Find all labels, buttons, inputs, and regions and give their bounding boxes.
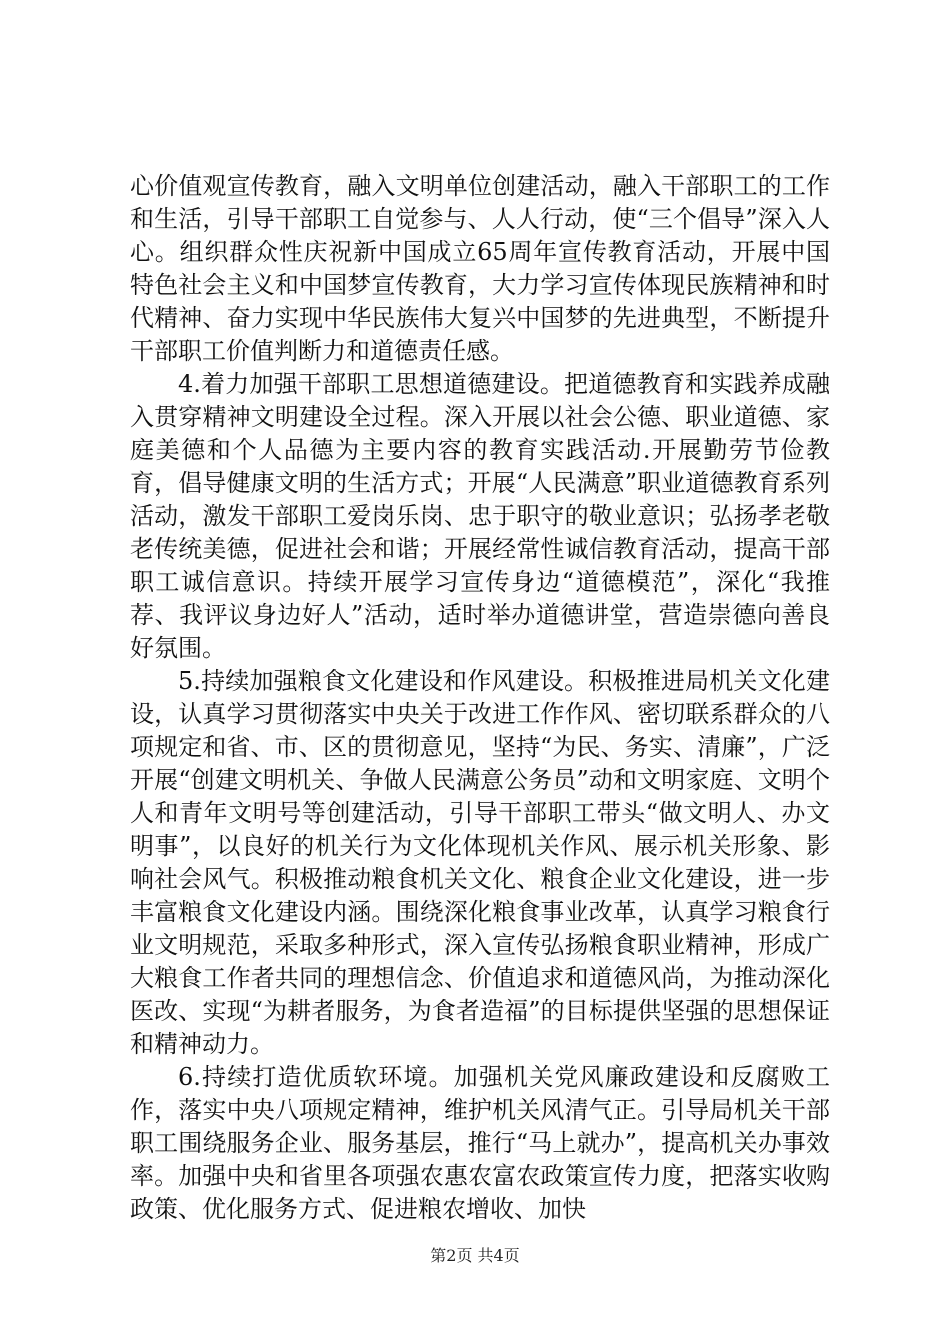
page-footer [0,1246,950,1266]
paragraph-item-6: 6.持续打造优质软环境。加强机关党风廉政建设和反腐败工作，落实中央八项规定精神，维护机关风清气正。引导局机关干部职工围绕服务企业、服务基层，推行“马上就办”，提高机关办事效率。加强中央和省里各项强农惠农富农政策宣传力度，把落实收购政策、优化服务方式、促进粮农增收、加快 [130,1063,830,1223]
page-number-label: 第2页 共4页 [430,1246,520,1265]
document-body [130,170,830,1226]
paragraph-item-5: 5.持续加强粮食文化建设和作风建设。积极推进局机关文化建设，认真学习贯彻落实中央关于改进工作作风、密切联系群众的八项规定和省、市、区的贯彻意见，坚持“为民、务实、清廉”，广泛开展“创建文明机关、争做人民满意公务员”动和文明家庭、文明个人和青年文明号等创建活动，引导干部职工带头“做文明人、办文明事”，以良好的机关行为文化体现机关作风、展示机关形象、影响社会风气。积极推动粮食机关文化、粮食企业文化建设，进一步丰富粮食文化建设内涵。围绕深化粮食事业改革，认真学习粮食行业文明规范，采取多种形式，深入宣传弘扬粮食职业精神，形成广大粮食工作者共同的理想信念、价值追求和道德风尚，为推动深化医改、实现“为耕者服务，为食者造福”的目标提供坚强的思想保证和精神动力。 [130,667,830,1058]
paragraph-continued: 心价值观宣传教育，融入文明单位创建活动，融入干部职工的工作和生活，引导干部职工自觉参与、人人行动，使“三个倡导”深入人心。组织群众性庆祝新中国成立65周年宣传教育活动，开展中国特色社会主义和中国梦宣传教育，大力学习宣传体现民族精神和时代精神、奋力实现中华民族伟大复兴中国梦的先进典型，不断提升干部职工价值判断力和道德责任感。 [130,172,830,365]
paragraph-item-4: 4.着力加强干部职工思想道德建设。把道德教育和实践养成融入贯穿精神文明建设全过程。深入开展以社会公德、职业道德、家庭美德和个人品德为主要内容的教育实践活动.开展勤劳节俭教育，倡导健康文明的生活方式；开展“人民满意”职业道德教育系列活动，激发干部职工爱岗乐岗、忠于职守的敬业意识；弘扬孝老敬老传统美德，促进社会和谐；开展经常性诚信教育活动，提高干部职工诚信意识。持续开展学习宣传身边“道德模范”，深化“我推荐、我评议身边好人”活动，适时举办道德讲堂，营造崇德向善良好氛围。 [130,370,830,662]
